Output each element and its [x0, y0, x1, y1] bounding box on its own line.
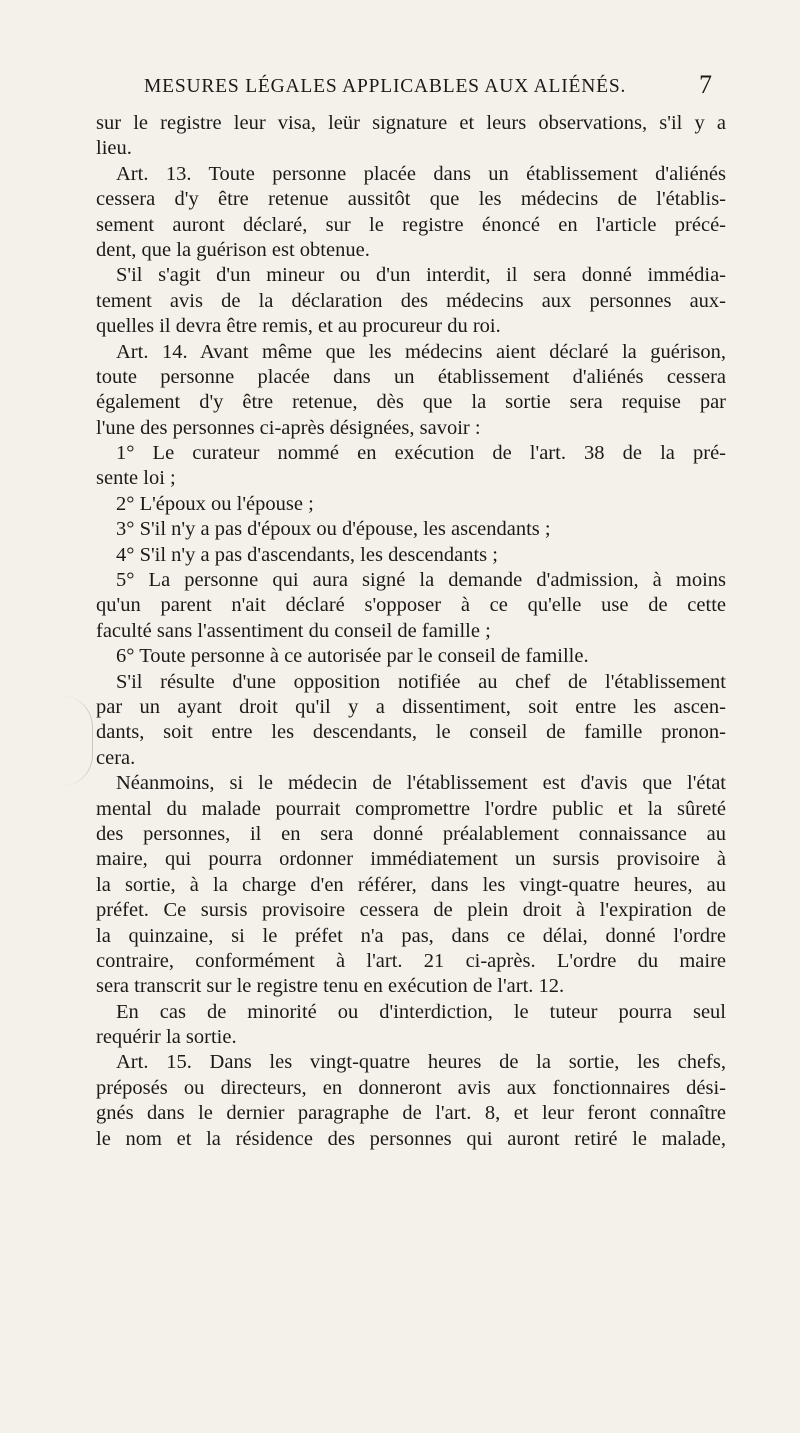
- text-line: mental du malade pourrait compromettre l'ordre public et la sûreté: [96, 797, 726, 820]
- scan-artifact-mark: [62, 696, 93, 786]
- text-line: S'il s'agit d'un mineur ou d'un interdit, il sera donné immédia-: [116, 264, 726, 287]
- text-line: cera.: [96, 746, 136, 769]
- page-number: 7: [699, 70, 712, 99]
- running-title: MESURES LÉGALES APPLICABLES AUX ALIÉNÉS.: [144, 76, 627, 97]
- text-line: gnés dans le dernier paragraphe de l'art. 8, et leur feront connaître: [96, 1102, 726, 1125]
- text-line: sement auront déclaré, sur le registre énoncé en l'article précé-: [96, 213, 726, 236]
- text-line: 4° S'il n'y a pas d'ascendants, les descendants ;: [116, 543, 498, 566]
- text-line: le nom et la résidence des personnes qui auront retiré le malade,: [96, 1127, 726, 1150]
- text-line: sur le registre leur visa, leür signature et leurs observations, s'il y a: [96, 112, 726, 134]
- text-line: maire, qui pourra ordonner immédiatement un sursis provisoire à: [96, 848, 726, 871]
- text-line: tement avis de la déclaration des médecins aux personnes aux-: [96, 289, 726, 312]
- text-line: Néanmoins, si le médecin de l'établissement est d'avis que l'état: [116, 772, 726, 795]
- text-line: dants, soit entre les descendants, le conseil de famille pronon-: [96, 721, 726, 744]
- text-line: contraire, conformément à l'art. 21 ci-après. L'ordre du maire: [96, 949, 726, 972]
- text-line: qu'un parent n'ait déclaré s'opposer à ce qu'elle use de cette: [96, 594, 726, 617]
- text-line: Art. 13. Toute personne placée dans un établissement d'aliénés: [116, 162, 726, 185]
- text-line: faculté sans l'assentiment du conseil de famille ;: [96, 619, 491, 642]
- text-line: toute personne placée dans un établissement d'aliénés cessera: [96, 365, 726, 388]
- text-line: S'il résulte d'une opposition notifiée au chef de l'établissement: [116, 670, 726, 693]
- body-text: [96, 111, 726, 1152]
- text-line: 5° La personne qui aura signé la demande d'admission, à moins: [116, 569, 726, 592]
- text-line: Art. 15. Dans les vingt-quatre heures de la sortie, les chefs,: [116, 1051, 726, 1074]
- text-line: En cas de minorité ou d'interdiction, le tuteur pourra seul: [116, 1000, 726, 1023]
- text-line: Art. 14. Avant même que les médecins aient déclaré la guérison,: [116, 340, 726, 363]
- text-line: quelles il devra être remis, et au procureur du roi.: [96, 315, 501, 338]
- text-line: la sortie, à la charge d'en référer, dans les vingt-quatre heures, au: [96, 873, 726, 896]
- text-line: préposés ou directeurs, en donneront avis aux fonctionnaires dési-: [96, 1076, 726, 1099]
- text-line: 6° Toute personne à ce autorisée par le conseil de famille.: [116, 645, 589, 668]
- text-line: la quinzaine, si le préfet n'a pas, dans ce délai, donné l'ordre: [96, 924, 726, 947]
- text-line: 3° S'il n'y a pas d'époux ou d'épouse, les ascendants ;: [116, 518, 551, 541]
- text-line: requérir la sortie.: [96, 1026, 237, 1049]
- text-line: 2° L'époux ou l'épouse ;: [116, 492, 314, 515]
- running-header: [96, 70, 712, 104]
- text-line: dent, que la guérison est obtenue.: [96, 238, 370, 261]
- text-line: par un ayant droit qu'il y a dissentiment, soit entre les ascen-: [96, 695, 726, 718]
- text-line: préfet. Ce sursis provisoire cessera de plein droit à l'expiration de: [96, 899, 726, 922]
- text-line: des personnes, il en sera donné préalablement connaissance au: [96, 822, 726, 845]
- text-line: sera transcrit sur le registre tenu en exécution de l'art. 12.: [96, 975, 565, 998]
- text-line: lieu.: [96, 137, 132, 160]
- text-line: l'une des personnes ci-après désignées, savoir :: [96, 416, 481, 439]
- text-line: sente loi ;: [96, 467, 176, 490]
- text-line: 1° Le curateur nommé en exécution de l'art. 38 de la pré-: [116, 442, 726, 465]
- text-line: également d'y être retenue, dès que la sortie sera requise par: [96, 391, 726, 414]
- text-line: cessera d'y être retenue aussitôt que les médecins de l'établis-: [96, 188, 726, 211]
